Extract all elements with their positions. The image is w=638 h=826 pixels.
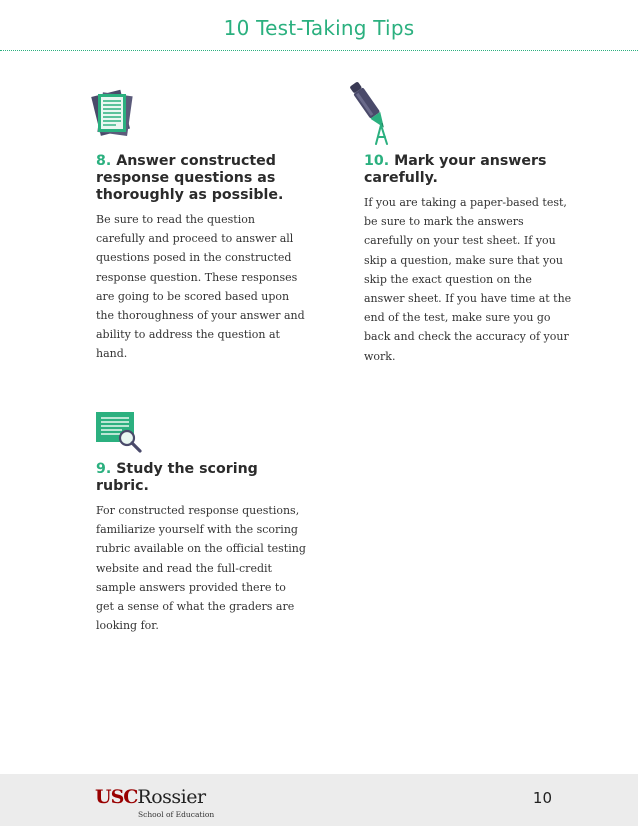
tip-8-body: Be sure to read the question carefully and proceed to answer all questions posed in the constructed response question. These responses are going to be scored based upon the thoroughness of your answer and ability to address the question at hand. [96, 213, 305, 361]
tip-9-body: For constructed response questions, familiarize yourself with the scoring rubric available on the official testing website and read the full-credit sample answers provided there to get a sense of what the graders are looking for. [96, 504, 306, 633]
tip-8-heading [96, 153, 306, 204]
tip-10 [364, 153, 572, 366]
logo-school: School of Education [138, 810, 215, 819]
tip-10-number: 10. [364, 153, 390, 169]
tip-9-title: Study the scoring rubric. [96, 461, 258, 494]
tip-10-heading [364, 153, 572, 187]
tip-8 [96, 153, 306, 364]
tip-10-title: Mark your answers carefully. [364, 153, 547, 186]
page-number: 10 [532, 789, 552, 807]
tip-9-number: 9. [96, 461, 112, 477]
tip-8-title: Answer constructed response questions as thoroughly as possible. [96, 153, 284, 203]
marker-icon [350, 78, 396, 146]
tip-8-number: 8. [96, 153, 112, 169]
page-title: 10 Test-Taking Tips [223, 16, 415, 40]
tip-10-body: If you are taking a paper-based test, be sure to mark the answers carefully on your test sheet. If you skip a question, make sure that you skip the exact question on the answer sheet. If you have time at the end of the test, make sure you go back and check the accuracy of your work. [364, 196, 572, 363]
usc-rossier-logo [95, 786, 215, 819]
logo-rossier: Rossier [137, 786, 206, 808]
tip-9-heading [96, 461, 306, 495]
documents-icon [86, 86, 142, 142]
title-divider [0, 50, 638, 51]
rubric-magnifier-icon [94, 410, 146, 456]
tip-9 [96, 461, 306, 635]
logo-usc: USC [95, 786, 138, 808]
footer [0, 774, 638, 826]
